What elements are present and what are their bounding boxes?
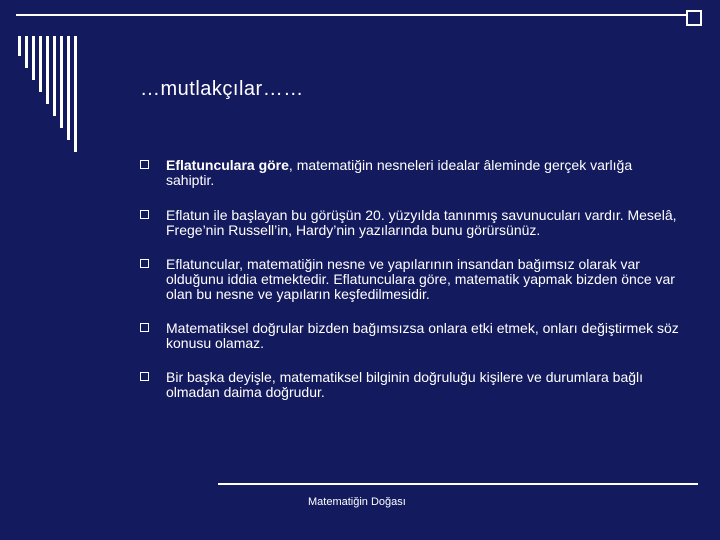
bullet-text: Eflatuncular, matematiğin nesne ve yapılarının insandan bağımsız olarak var olduğunu iddia etmektedir. Eflatunculara göre, matematik yapmak bizden önce var olan bu nesne ve yapıların keşfedilmesidir. bbox=[166, 256, 675, 302]
bullet-text: Bir başka deyişle, matematiksel bilginin doğruluğu kişilere ve durumlara bağlı olmadan daima doğrudur. bbox=[166, 369, 644, 400]
bullet-text: Matematiksel doğrular bizden bağımsızsa onlara etki etmek, onları değiştirmek söz konusu olamaz. bbox=[166, 320, 679, 351]
bullet-item bbox=[140, 208, 680, 238]
bullet-bold-text: Eflatunculara göre bbox=[166, 157, 289, 173]
square-bullet-icon bbox=[140, 372, 149, 381]
top-right-square-ornament bbox=[686, 10, 702, 26]
bullet-text: Eflatun ile başlayan bu görüşün 20. yüzyılda tanınmış savunucuları vardır. Meselâ, Frege’nin Russell’in, Hardy’nin yazılarında bunu görürsünüz. bbox=[166, 207, 677, 238]
square-bullet-icon bbox=[140, 259, 149, 268]
square-bullet-icon bbox=[140, 210, 149, 219]
bullet-text: , matematiğin nesneleri idealar âleminde gerçek varlığa sahiptir. bbox=[166, 157, 633, 188]
slide-title: …mutlakçılar…… bbox=[140, 78, 304, 100]
footer-divider bbox=[218, 483, 698, 485]
bullet-item bbox=[140, 321, 680, 351]
footer-text: Matematiğin Doğası bbox=[308, 496, 406, 508]
bullet-item bbox=[140, 257, 680, 302]
bullet-item bbox=[140, 158, 680, 188]
bullet-list bbox=[140, 158, 680, 400]
square-bullet-icon bbox=[140, 323, 149, 332]
bullet-item bbox=[140, 370, 680, 400]
square-bullet-icon bbox=[140, 160, 149, 169]
top-decorative-line bbox=[16, 14, 702, 16]
